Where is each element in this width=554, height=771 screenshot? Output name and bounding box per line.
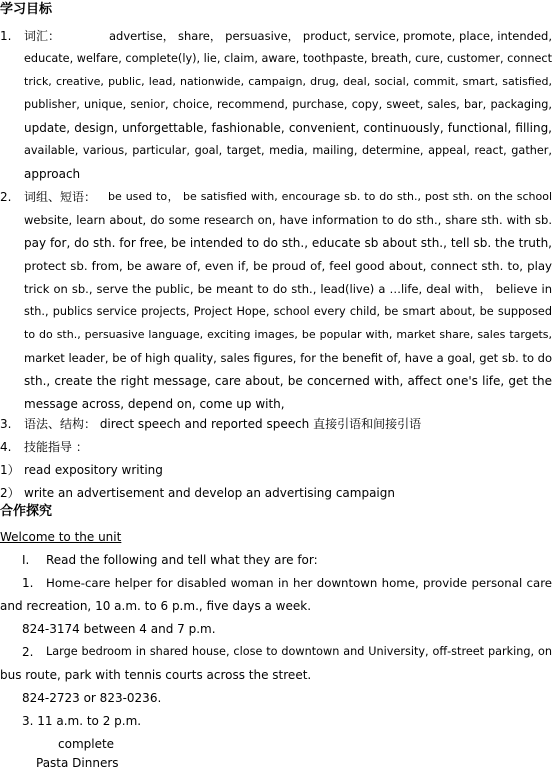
sub-item-text: write an advertisement and develop an advertising campaign [24, 486, 395, 500]
ad-text: Home-care helper for disabled woman in her downtown home, provide personal care [46, 576, 552, 590]
phrases-line: trick on sb., serve the public, be meant to do sth., lead(live) a …life, deal with， believe in [24, 282, 552, 296]
ad-contact: 824-3174 between 4 and 7 p.m. [22, 622, 216, 636]
vocabulary-line: publisher, unique, senior, choice, recommend, purchase, copy, sweet, sales, bar, packaging, [24, 98, 552, 111]
item-number: 2. [0, 190, 12, 204]
ad-number: 2. [22, 645, 34, 659]
ad-text: complete [58, 737, 115, 751]
task-text: Read the following and tell what they are for: [46, 553, 318, 567]
phrases-line: message across, depend on, come up with, [24, 397, 285, 411]
ad-text: Large bedroom in shared house, close to downtown and University, off-street parking, on [46, 645, 552, 658]
item-number: 3. [0, 417, 12, 431]
phrases-line: sth., publics service projects, Project Hope, school every child, be smart about, be supposed [24, 305, 552, 318]
item-number: 1. [0, 29, 12, 43]
item-number: 4. [0, 440, 12, 454]
ad-number: 1. [22, 576, 34, 590]
vocabulary-line: trick, creative, public, lead, nationwide, campaign, drug, deal, social, commit, smart, satisfied, [24, 75, 552, 88]
skills-label: 技能指导 ： [24, 440, 88, 454]
ad-contact: 824-2723 or 823-0236. [22, 691, 162, 705]
sub-item-number: 1） [0, 463, 20, 477]
vocabulary-line: update, design, unforgettable, fashionable, convenient, continuously, functional, filling, [24, 121, 552, 135]
phrases-line: sth., create the right message, care about, be concerned with, affect one's life, get the [24, 374, 552, 388]
phrases-label: 词组、短语： [24, 190, 97, 204]
ad-text: 3. 11 a.m. to 2 p.m. [22, 714, 142, 728]
sub-item-text: read expository writing [24, 463, 163, 477]
phrases-line: market leader, be of high quality, sales figures, for the benefit of, have a goal, get sb. to do [24, 351, 552, 365]
sub-item-number: 2） [0, 486, 20, 500]
vocabulary-line: available, various, particular, goal, target, media, mailing, determine, appeal, react, gather, [24, 144, 552, 157]
ad-text: and recreation, 10 a.m. to 6 p.m., five days a week. [0, 599, 312, 613]
phrases-line: be used to， be satisfied with, encourage sb. to do sth., post sth. on the school [108, 190, 552, 203]
section-title: 学习目标 [0, 2, 53, 17]
vocabulary-line: advertise， share， persuasive， product, service, promote, place, intended, [109, 29, 552, 43]
phrases-line: website, learn about, do some research on, have information to do sth., share sth. with sb. [24, 213, 552, 227]
phrases-line: to do sth., persuasive language, exciting images, be popular with, market share, sales targets, [24, 328, 552, 341]
grammar-text: 语法、结构： direct speech and reported speech 直接引语和间接引语 [24, 417, 422, 431]
phrases-line: protect sb. from, be aware of, even if, be proud of, feel good about, connect sth. to, play [24, 259, 552, 273]
unit-link[interactable]: Welcome to the unit [0, 530, 122, 544]
phrases-line: pay for, do sth. for free, be intended to do sth., educate sb about sth., tell sb. the truth, [24, 236, 552, 250]
section-title: 合作探究 [0, 504, 53, 519]
ad-text: bus route, park with tennis courts across the street. [0, 668, 312, 682]
vocabulary-label: 词汇： [24, 29, 61, 43]
task-number: I. [22, 553, 30, 567]
vocabulary-line: educate, welfare, complete(ly), lie, claim, aware, toothpaste, breath, cure, customer, connect [24, 52, 552, 65]
ad-text: Pasta Dinners [36, 756, 119, 770]
vocabulary-line: approach [24, 167, 81, 181]
